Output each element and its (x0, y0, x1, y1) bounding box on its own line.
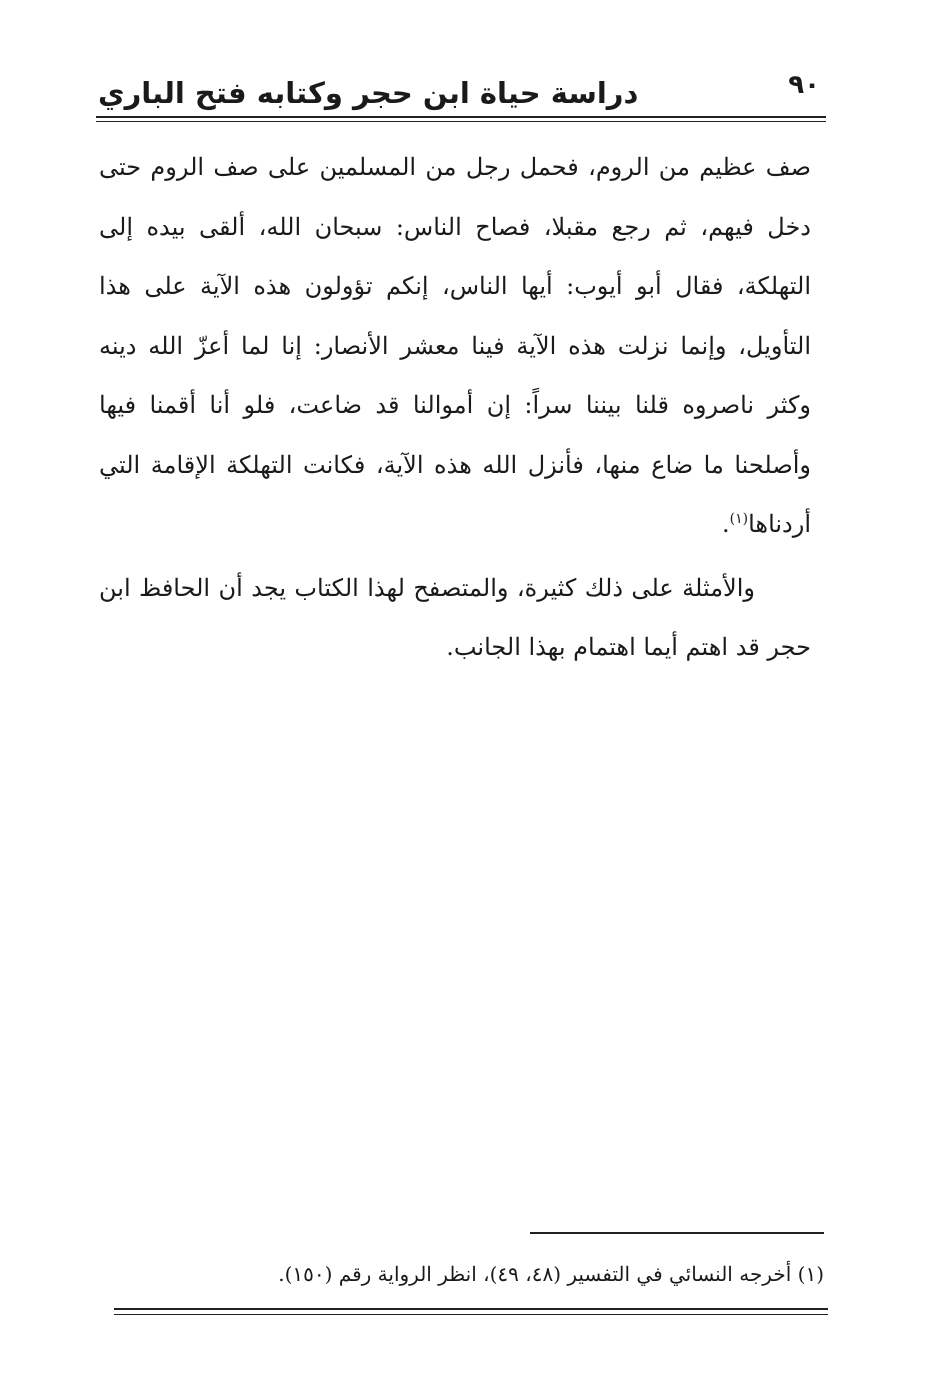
footnote-1: (١) أخرجه النسائي في التفسير (٤٨، ٤٩)، انظر الرواية رقم (١٥٠). (278, 1262, 824, 1286)
header-rule-thin (96, 121, 826, 122)
running-title: دراسة حياة ابن حجر وكتابه فتح الباري (98, 76, 639, 110)
page-header (96, 68, 826, 112)
paragraph-1-text: صف عظيم من الروم، فحمل رجل من المسلمين على صف الروم حتى دخل فيهم، ثم رجع مقبلا، فصاح الناس: سبحان الله، ألقى بيده إلى التهلكة، فقال أبو أيوب: أيها الناس، إنكم تؤولون هذه الآية على هذا التأويل، وإنما نزلت هذه الآية فينا معشر الأنصار: إنا لما أعزّ الله دينه وكثر ناصروه قلنا بيننا سراً: إن أموالنا قد ضاعت، فلو أنا أقمنا فيها وأصلحنا ما ضاع منها، فأنزل الله هذه الآية، فكانت التهلكة الإقامة التي أردناها (99, 153, 811, 538)
footer-rule-thin (114, 1314, 828, 1315)
footnote-separator (530, 1232, 824, 1234)
footnote-reference: (١) (729, 511, 749, 527)
paragraph-1 (99, 138, 811, 555)
paragraph-1-end: . (721, 510, 730, 538)
paragraph-2: والأمثلة على ذلك كثيرة، والمتصفح لهذا الكتاب يجد أن الحافظ ابن حجر قد اهتم أيما اهتمام بهذا الجانب. (99, 573, 811, 661)
footer-rule (114, 1308, 828, 1310)
page-number: ٩٠ (788, 70, 820, 100)
main-text (99, 138, 811, 678)
header-rule (96, 116, 826, 118)
